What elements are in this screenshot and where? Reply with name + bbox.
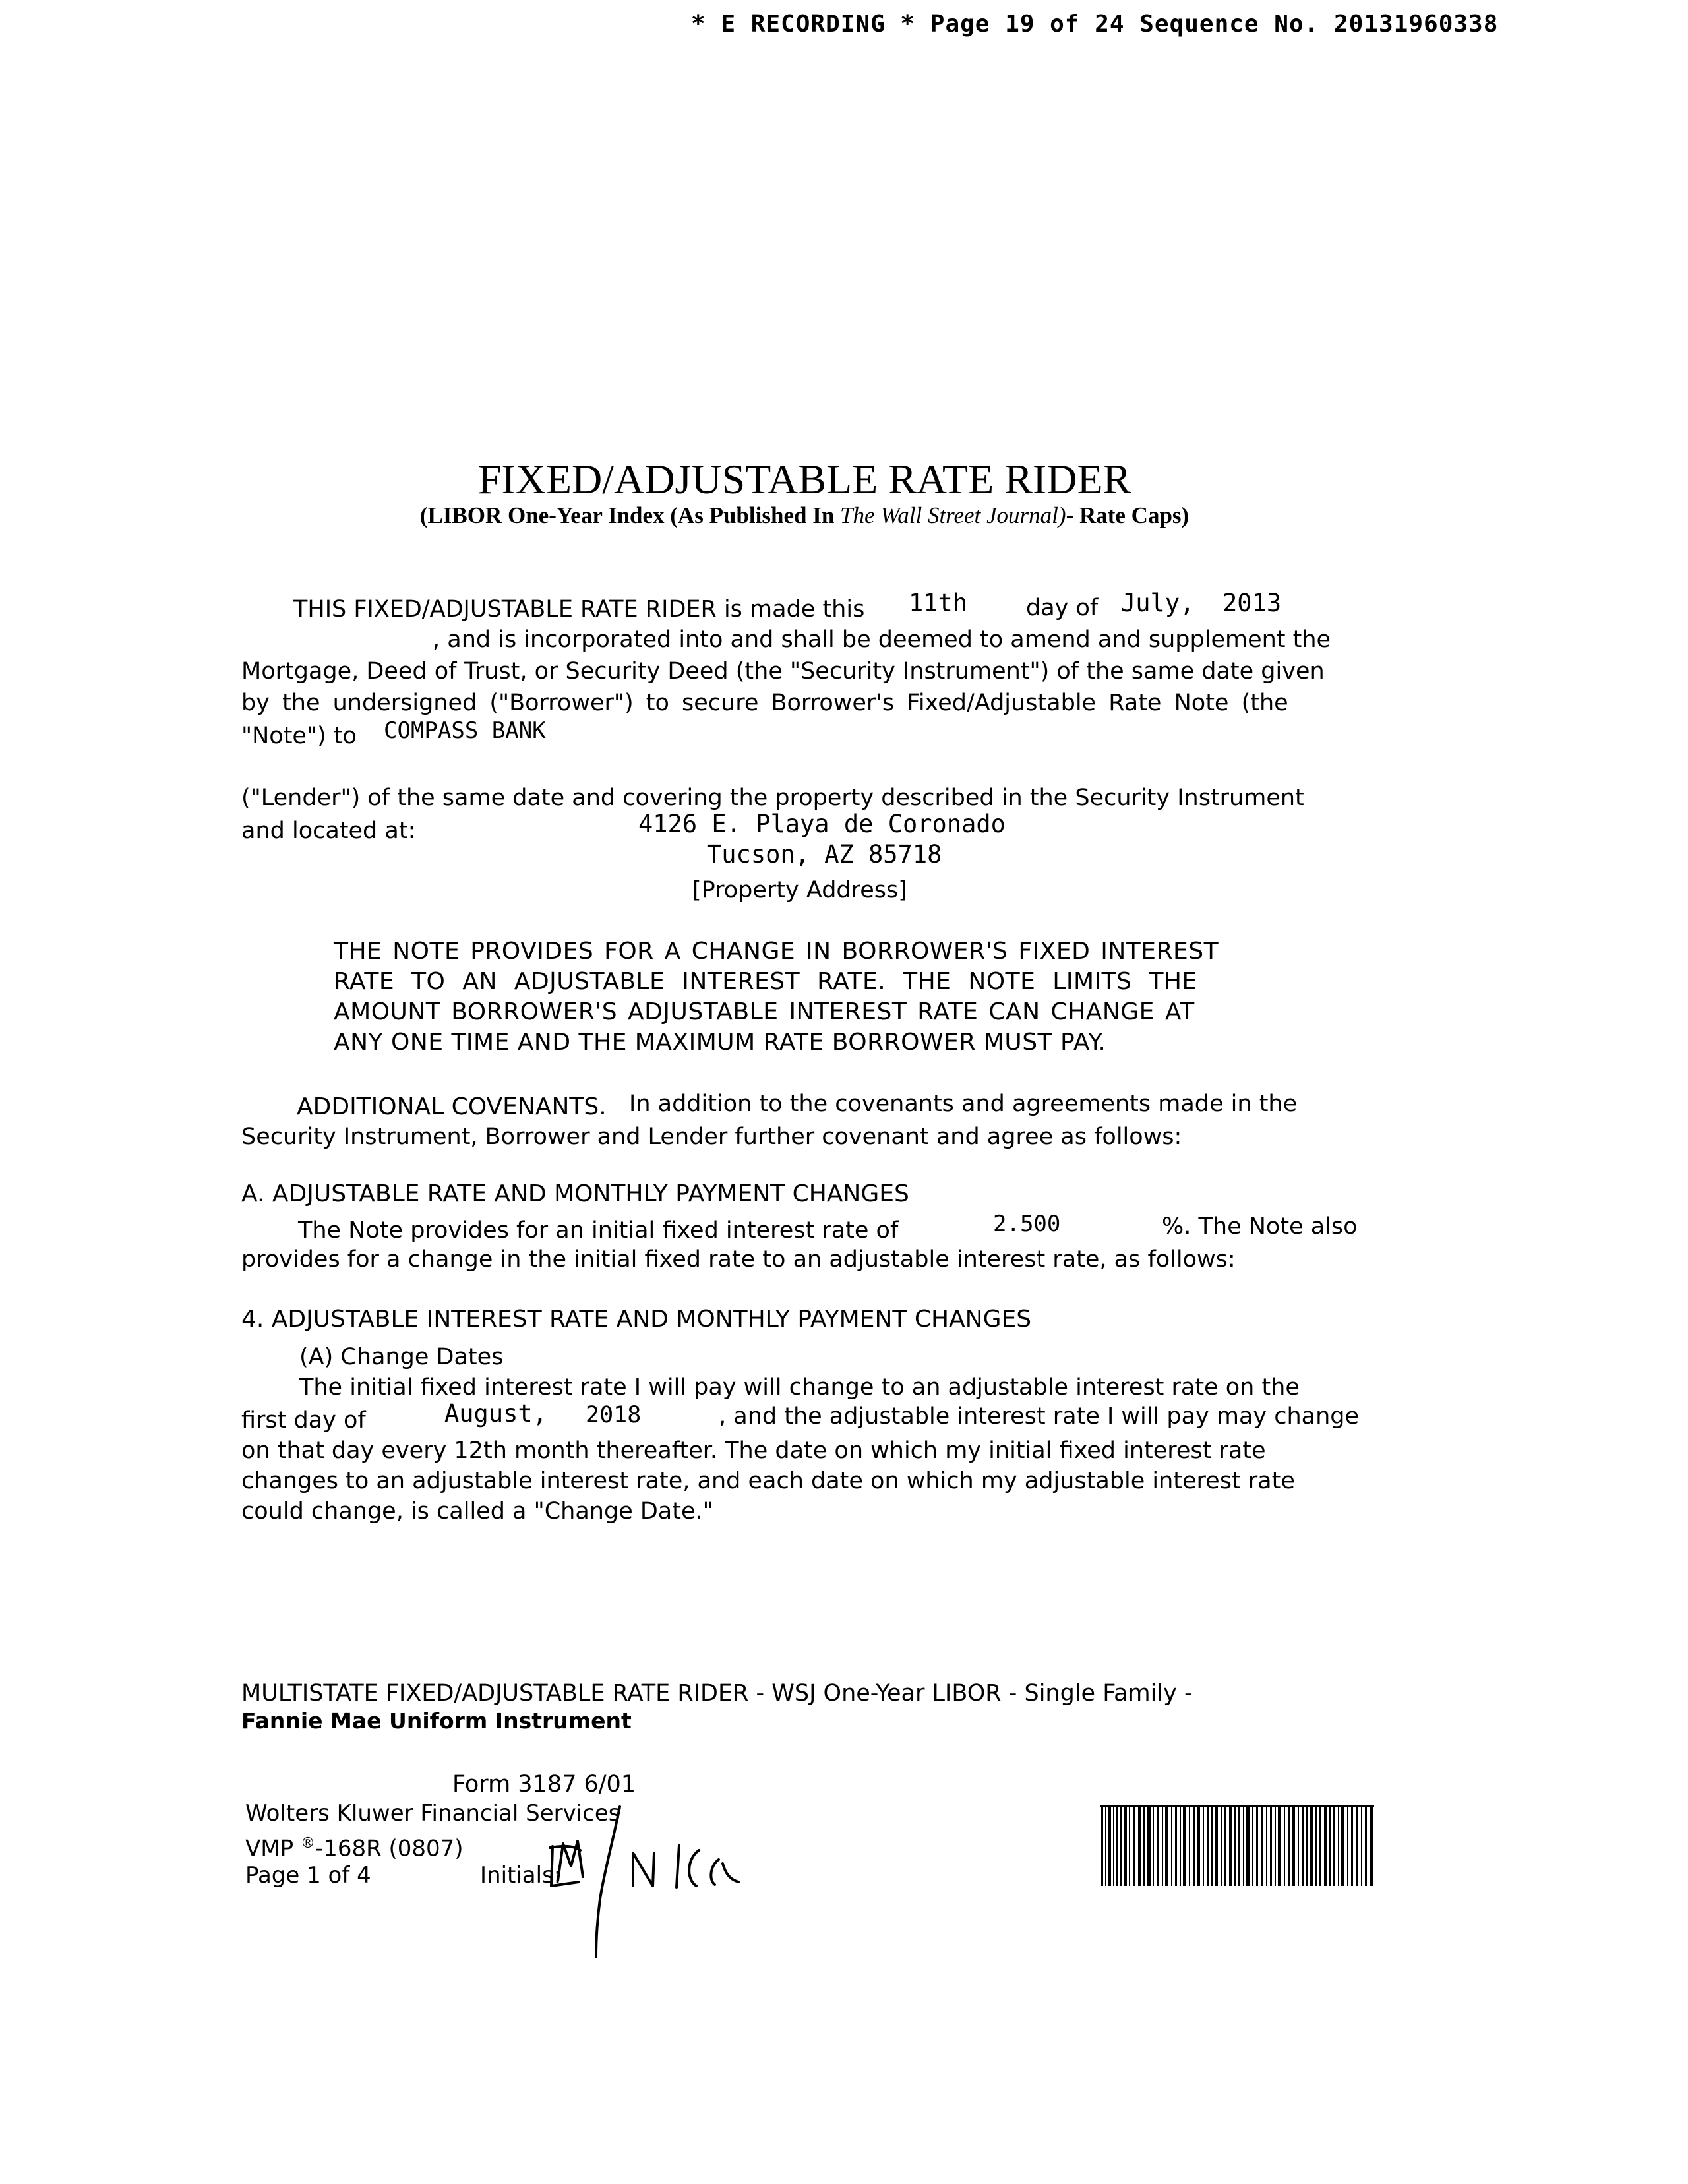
intro-line-4: by the undersigned ("Borrower") to secure Borrower's Fixed/Adjustable Rate Note (the (241, 690, 1288, 716)
intro-line-6: ("Lender") of the same date and covering the property described in the Security Instrument (241, 785, 1304, 811)
notice-line-2: RATE TO AN ADJUSTABLE INTEREST RATE. THE NOTE LIMITS THE (334, 968, 1197, 995)
vmp-prefix: VMP (245, 1835, 294, 1862)
footer-title: MULTISTATE FIXED/ADJUSTABLE RATE RIDER - WSJ One-Year LIBOR - Single Family - (241, 1680, 1193, 1707)
notice-line-3: AMOUNT BORROWER'S ADJUSTABLE INTEREST RATE CAN CHANGE AT (334, 998, 1195, 1025)
barcode (1100, 1805, 1374, 1886)
registered-mark: ® (300, 1835, 315, 1852)
publisher: Wolters Kluwer Financial Services (245, 1800, 620, 1827)
page-indicator: Page 1 of 4 (245, 1862, 371, 1889)
intro-line-7: and located at: (241, 818, 416, 844)
intro-line-1: THIS FIXED/ADJUSTABLE RATE RIDER is made this (293, 596, 865, 622)
section-a-line-1: The Note provides for an initial fixed interest rate of (298, 1217, 899, 1244)
property-address-label: [Property Address] (692, 877, 907, 903)
section-a-line-2: provides for a change in the initial fixed rate to an adjustable interest rate, as follows: (241, 1246, 1236, 1273)
footer-subtitle: Fannie Mae Uniform Instrument (241, 1708, 632, 1734)
rider-day: 11th (909, 589, 968, 617)
notice-line-4: ANY ONE TIME AND THE MAXIMUM RATE BORROWER MUST PAY. (334, 1029, 1106, 1056)
section-4-heading: 4. ADJUSTABLE INTEREST RATE AND MONTHLY PAYMENT CHANGES (241, 1306, 1032, 1333)
covenants-line-1: In addition to the covenants and agreements made in the (629, 1091, 1298, 1117)
subtitle-italic: The Wall Street Journal) (840, 502, 1066, 528)
intro-line-5: "Note") to (241, 723, 357, 749)
section-4-line-2: first day of (241, 1407, 366, 1434)
section-4-line-2-suffix: , and the adjustable interest rate I will pay may change (719, 1403, 1360, 1430)
subtitle-suffix: - Rate Caps) (1066, 502, 1190, 528)
covenants-line-2: Security Instrument, Borrower and Lender further covenant and agree as follows: (241, 1124, 1182, 1150)
intro-line-2: , and is incorporated into and shall be deemed to amend and supplement the (433, 626, 1331, 653)
section-4-line-4: changes to an adjustable interest rate, and each date on which my adjustable interest rate (241, 1468, 1295, 1494)
subtitle-prefix: (LIBOR One-Year Index (As Published In (419, 502, 841, 528)
intro-line-3: Mortgage, Deed of Trust, or Security Deed (the "Security Instrument") of the same date given (241, 658, 1325, 684)
initials-label: Initials: (480, 1862, 562, 1889)
change-date-year: 2018 (586, 1402, 642, 1428)
property-address-line-2: Tucson, AZ 85718 (707, 840, 942, 868)
intro-day-of: day of (1026, 595, 1099, 621)
vmp-code (245, 1829, 464, 1863)
section-4-line-5: could change, is called a "Change Date." (241, 1498, 713, 1525)
change-date-month: August, (444, 1399, 547, 1428)
covenants-label: ADDITIONAL COVENANTS. (297, 1093, 607, 1120)
form-number: Form 3187 6/01 (452, 1771, 636, 1798)
lender-name: COMPASS BANK (384, 717, 546, 744)
vmp-suffix: -168R (0807) (315, 1835, 464, 1862)
notice-line-1: THE NOTE PROVIDES FOR A CHANGE IN BORROWER'S FIXED INTEREST (334, 938, 1219, 965)
rider-month: July, (1121, 589, 1195, 617)
initial-interest-rate: 2.500 (993, 1211, 1061, 1237)
initials-signature (541, 1794, 752, 1958)
section-4-line-1: The initial fixed interest rate I will pay will change to an adjustable interest rate on the (299, 1374, 1300, 1401)
document-title: FIXED/ADJUSTABLE RATE RIDER (477, 456, 1131, 502)
rider-year: 2013 (1222, 589, 1282, 617)
section-4-line-3: on that day every 12th month thereafter. The date on which my initial fixed interest rate (241, 1438, 1266, 1464)
section-4-subheading: (A) Change Dates (299, 1344, 504, 1370)
section-a-heading: A. ADJUSTABLE RATE AND MONTHLY PAYMENT CHANGES (241, 1180, 909, 1207)
property-address-line-1: 4126 E. Playa de Coronado (638, 810, 1006, 838)
recording-stamp: * E RECORDING * Page 19 of 24 Sequence No. 20131960338 (691, 11, 1499, 38)
section-a-line-1-suffix: %. The Note also (1162, 1213, 1358, 1240)
document-subtitle (0, 502, 1609, 529)
